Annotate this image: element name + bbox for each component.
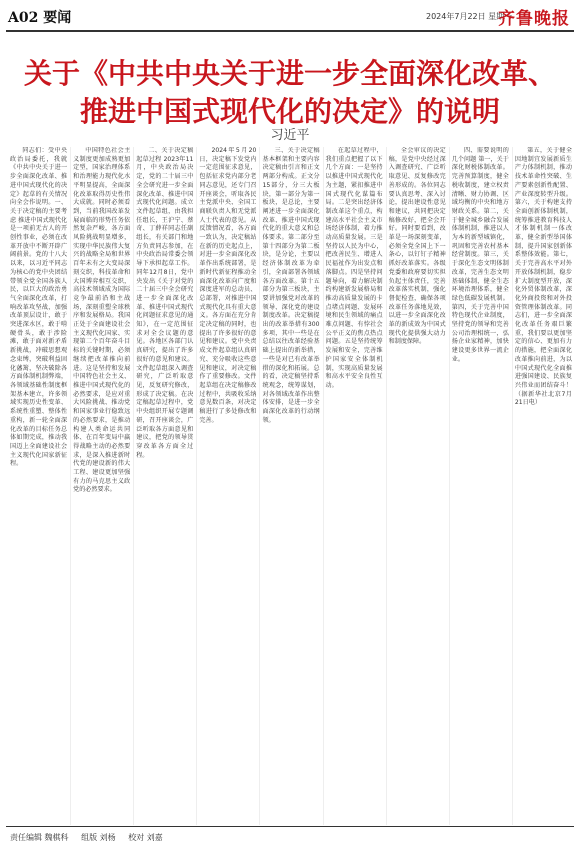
article-body — [8, 147, 572, 825]
text-column — [386, 147, 446, 825]
proof-credit: 校对 刘嘉 — [128, 833, 163, 842]
headline-line-1: 关于《中共中央关于进一步全面深化改革、 — [23, 57, 556, 90]
column-text: 第五，关于健全因地制宜发展新质生产力体制机制，推动技术革命性突破、生产要素创新性配置、产业深度转型升级。第六，关于构建支持全面创新体制机制，统筹推进教育科技人才体制机制一体改革，健全新型举国体制，提升国家创新体系整体效能。第七，关于完善高水平对外开放体制机制，稳步扩大制度型开放，深化外贸体制改革，深化外商投资和对外投资管理体制改革。同志们，进一步全面深化改革任务艰巨繁重，我们要以更加坚定的信心、更加有力的措施，把全面深化改革推向前进，为以中国式现代化全面推进强国建设、民族复兴伟业而团结奋斗！（据新华社北京7月21日电） — [514, 147, 572, 407]
column-text: 二、关于决定稿起草过程 2023年11月，中央政治局决定，党的二十届三中全会研究进一步全面深化改革、推进中国式现代化问题。成立文件起草组，由我担任组长，王沪宁、蔡奇、丁薛祥同志任副组长，有关部门和地方负责同志参加，在中央政治局常委会领导下承担起草工作。同年12月8日，党中央发出《关于对党的二十届三中全会研究进一步全面深化改革、推进中国式现代化问题征求意见的通知》，在一定范围征求对全会议题的意见。各地区各部门认真研究，提出了许多很好的意见和建议。文件起草组深入调查研究，广泛听取意见，反复研究修改，形成了决定稿。在决定稿起草过程中，党中央组织开展专题调研，召开座谈会，广泛听取各方面意见和建议，把党的领导贯穿改革各方面全过程。 — [136, 147, 194, 459]
text-column — [196, 147, 256, 825]
text-column — [259, 147, 319, 825]
column-text: 同志们：受中央政治局委托，我就《中共中央关于进一步全面深化改革、推进中国式现代化的决定》起草的有关情况向全会作说明。一、关于决定稿的主要考虑 推进中国式现代化是一项前无古人的开创性事业，必须在改革开放中不断开辟广阔前景。党的十八大以来，以习近平同志为核心的党中央团结带领全党全国各族人民，以巨大的政治勇气全面深化改革，打响改革攻坚战，加强改革顶层设计，敢于突进深水区，敢于啃硬骨头，敢于涉险滩，敢于面对新矛盾新挑战，冲破思想观念束缚，突破利益固化藩篱，坚决破除各方面体制机制弊端，各领域基础性制度框架基本建立，许多领域实现历史性变革、系统性重塑、整体性重构，新一轮全面深化改革的目标任务总体如期完成，推动我国迈上全面建设社会主义现代化国家新征程。 — [10, 147, 68, 468]
byline: 习近平 — [270, 128, 310, 143]
column-text: 2024年5月20日，决定稿下发党内一定范围征求意见，包括征求党内部分老同志意见，还专门召开座谈会，听取各民主党派中央、全国工商联负责人和无党派人士代表的意见。从反馈情况看，各方面一致认为，决定稿站在新的历史起点上，对进一步全面深化改革作出系统部署，是新时代新征程推动全面深化改革向广度和深度进军的总动员、总部署，对推进中国式现代化具有重大意义。各方面在充分肯定决定稿的同时，也提出了许多很好的意见和建议。党中央责成文件起草组认真研究、充分吸收这些意见和建议，对决定稿作了重要修改。文件起草组在决定稿修改过程中，共吸收采纳意见数百条，对决定稿进行了多处修改和完善。 — [199, 147, 257, 424]
design-credit: 组版 刘杨 — [81, 833, 116, 842]
footer-rule — [6, 826, 574, 827]
text-column — [133, 147, 193, 825]
column-text: 全会审议的决定稿，是党中央经过深入调查研究、广泛听取意见、反复修改完善形成的。各位同志要认真思考、深入讨论，提出建设性意见和建议，共同把决定稿修改好，把全会开好。同时要看到，改革是一场深刻变革，必须全党全国上下一条心，以钉钉子精神抓好改革落实。各级党委和政府要切实担负起主体责任，完善改革落实机制，强化督促检查，确保各项改革任务落地见效，以进一步全面深化改革的新成效为中国式现代化提供强大动力和制度保障。 — [388, 147, 446, 346]
text-column — [449, 147, 509, 825]
headline-line-2: 推进中国式现代化的决定》的说明 — [79, 95, 500, 128]
text-column — [70, 147, 130, 825]
column-text: 四、需要说明的几个问题 第一，关于深化财税体制改革。完善预算制度，健全税收制度，建立权责清晰、财力协调、区域均衡的中央和地方财政关系。第二，关于健全城乡融合发展体制机制，推进以人为本的新型城镇化，巩固和完善农村基本经营制度。第三，关于深化生态文明体制改革，完善生态文明基础体制，健全生态环境治理体系，健全绿色低碳发展机制。第四，关于完善中国特色现代企业制度，坚持党的领导和完善公司治理相统一，弘扬企业家精神，加快建设更多世界一流企业。 — [451, 147, 509, 363]
page-footer — [10, 832, 173, 843]
editor-credit: 责任编辑 魏棋科 — [10, 833, 69, 842]
newspaper-logo: 齐鲁晚报 — [498, 9, 570, 29]
column-text: 三、关于决定稿基本框架和主要内容 决定稿由引言和正文两部分构成。正文分15部分，分三大板块，第一部分为第一板块，是总论，主要阐述进一步全面深化改革、推进中国式现代化的重大意义和总体要求。第二部分至第十四部分为第二板块，是分论，主要以经济体制改革为牵引，全面部署各领域各方面改革。第十五部分为第三板块，主要讲加强党对改革的领导、深化党的建设制度改革。决定稿提出的改革举措有300多项，其中一些是在总结以往改革经验基础上提出的新举措，一些是对已有改革举措的深化和拓展。总的看，决定稿坚持系统观念，统筹谋划，对各领域改革作出整体安排，是进一步全面深化改革的行动纲领。 — [262, 147, 320, 424]
text-column — [8, 147, 67, 825]
column-text: 在起草过程中，我们重点把握了以下几个方面：一是坚持以推进中国式现代化为主题，紧扣推进中国式现代化谋篇布局。二是突出经济体制改革这个重点，构建高水平社会主义市场经济体制，着力推动高质量发展。三是坚持以人民为中心，把改善民生、增进人民福祉作为出发点和落脚点。四是坚持问题导向，着力解决制约构建新发展格局和推动高质量发展的卡点堵点问题、发展环境和民生领域的痛点难点问题、有悖社会公平正义的焦点热点问题。五是坚持统筹发展和安全，完善维护国家安全体制机制，实现高质量发展和高水平安全良性互动。 — [325, 147, 383, 389]
page-code: A02 要闻 — [8, 10, 72, 26]
page-header — [0, 0, 580, 30]
header-rule — [6, 30, 574, 32]
text-column — [512, 147, 572, 825]
column-text: 中国特色社会主义制度更加成熟更加定型，国家治理体系和治理能力现代化水平明显提高，全面深化改革取得历史性伟大成就。同时必须看到，当前我国改革发展面临的形势任务依然复杂严峻，各方面风险挑战明显增多，实现中华民族伟大复兴的战略全局和世界百年未有之大变局深刻交织，科技革命和大国博弈相互交织，高技术领域成为国际竞争最前沿和主战场，深刻重塑全球秩序和发展格局。我国正处于全面建设社会主义现代化国家、实现第二个百年奋斗目标的关键时期，必须继续把改革推向前进。这是坚持和发展中国特色社会主义、推进中国式现代化的必然要求，是应对重大风险挑战、推动党和国家事业行稳致远的必然要求，是推动构建人类命运共同体、在百年变局中赢得战略主动的必然要求，是深入推进新时代党的建设新的伟大工程、建设更加坚强有力的马克思主义政党的必然要求。 — [73, 147, 131, 494]
issue-date: 2024年7月22日 星期一 — [426, 12, 513, 21]
text-column — [323, 147, 383, 825]
